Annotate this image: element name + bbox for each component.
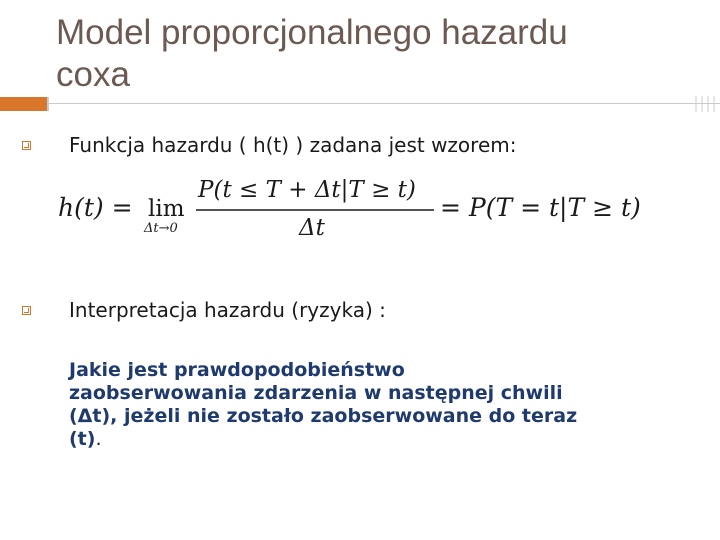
description-line-4-text: (t)	[69, 428, 96, 450]
formula-lim: lim	[148, 196, 185, 222]
description-line-2: zaobserwowania zdarzenia w następnej chwili	[69, 382, 563, 404]
bullet-icon	[22, 141, 31, 150]
hazard-interpretation	[69, 359, 629, 451]
description-line-1: Jakie jest prawdopodobieństwo	[69, 359, 405, 381]
title-rule	[48, 103, 720, 104]
formula-denominator: Δt	[299, 215, 325, 241]
slide-title	[56, 12, 696, 96]
description-period: .	[95, 428, 102, 450]
formula-lhs: h(t) =	[58, 193, 133, 222]
corner-grid-decoration	[690, 96, 720, 112]
bullet-icon	[22, 306, 31, 315]
title-line-1: Model proporcjonalnego hazardu	[56, 13, 568, 52]
hazard-formula	[56, 172, 656, 242]
formula-rhs: = P(T = t|T ≥ t)	[440, 193, 641, 222]
title-accent-bar	[0, 97, 48, 111]
bullet-text-2: Interpretacja hazardu (ryzyka) :	[69, 298, 386, 322]
title-rule-tick	[47, 97, 49, 111]
title-line-2: coxa	[56, 55, 130, 94]
description-line-4	[69, 428, 629, 451]
bullet-text-1: Funkcja hazardu ( h(t) ) zadana jest wzorem:	[69, 133, 517, 157]
description-line-3: (Δt), jeżeli nie zostało zaobserwowane do teraz	[69, 405, 578, 427]
formula-numerator: P(t ≤ T + Δt|T ≥ t)	[198, 177, 416, 203]
formula-lim-subscript: Δt→0	[144, 221, 178, 236]
